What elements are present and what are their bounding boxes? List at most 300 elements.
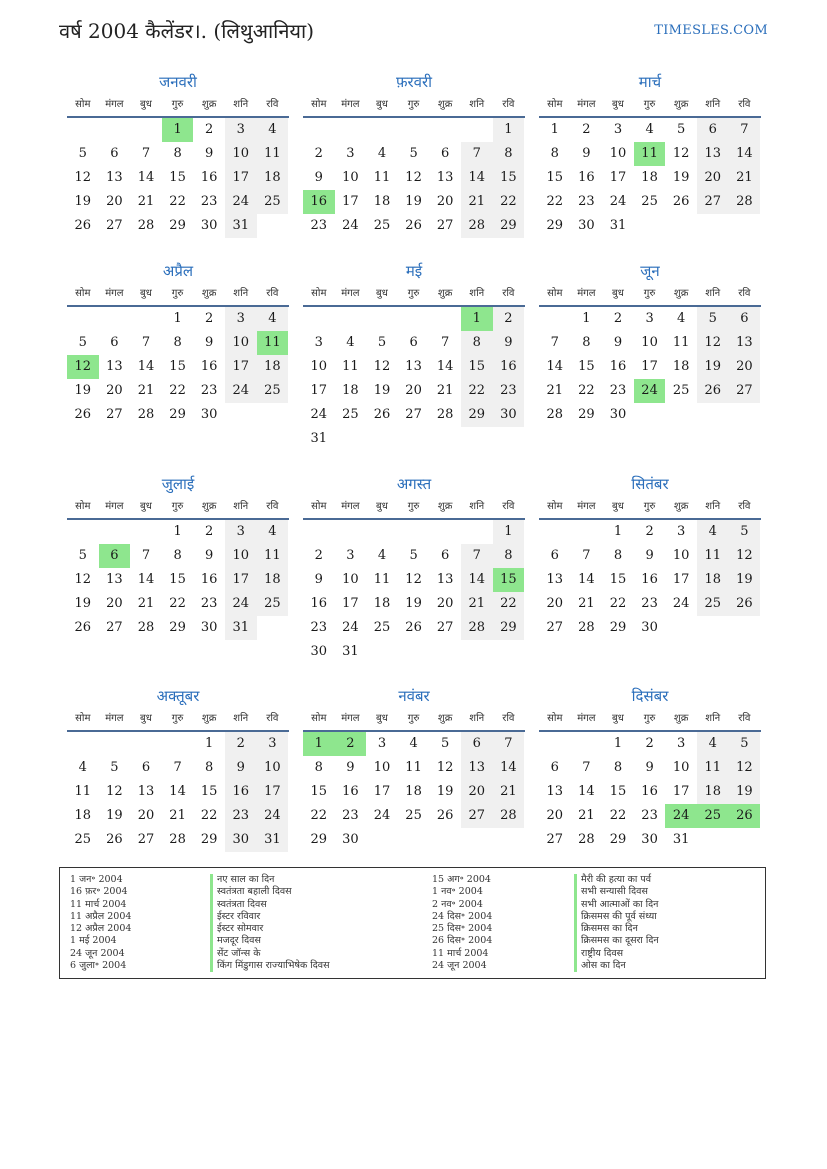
empty-cell	[539, 307, 571, 331]
day-cell: 12	[672, 146, 690, 161]
day-cell: 17	[641, 359, 658, 374]
weekday-label: शुक्र	[201, 713, 217, 724]
empty-cell	[99, 307, 131, 331]
weekday-header	[539, 708, 761, 732]
holiday-day-cell: 1	[461, 307, 493, 331]
day-cell: 3	[677, 524, 686, 539]
empty-cell	[130, 118, 162, 142]
holiday-name: सभी आत्माओं का दिन	[574, 899, 659, 911]
weekday-label: गुरु	[171, 99, 184, 110]
day-cell: 17	[373, 784, 391, 799]
weekday-label: सोम	[75, 99, 91, 110]
day-cell: 14	[578, 784, 595, 799]
weekday-label: गुरु	[407, 288, 420, 299]
day-cell: 20	[436, 596, 454, 611]
month-calendar	[67, 259, 289, 427]
day-cell: 21	[578, 808, 595, 823]
day-cell: 24	[225, 190, 257, 214]
weekday-label: मंगल	[105, 288, 124, 299]
empty-cell	[130, 307, 162, 331]
weekday-label: मंगल	[341, 501, 360, 512]
weekday-label: बुध	[140, 288, 152, 299]
day-cell: 5	[110, 760, 119, 775]
day-cell: 30	[200, 620, 218, 635]
holiday-day-cell: 6	[99, 544, 131, 568]
weekday-label: रवि	[738, 713, 751, 724]
day-cell: 27	[405, 407, 422, 422]
day-cell: 24	[342, 218, 359, 233]
holiday-date: 6 जुला॰ 2004	[70, 960, 127, 972]
day-cell: 23	[493, 379, 525, 403]
day-cell: 18	[342, 383, 359, 398]
weekday-label: रवि	[266, 713, 279, 724]
day-cell: 15	[310, 784, 328, 799]
day-cell: 26	[74, 218, 92, 233]
weekday-header	[67, 496, 289, 520]
empty-cell	[67, 520, 99, 544]
day-cell: 26	[405, 620, 422, 635]
day-cell: 31	[342, 644, 359, 659]
day-cell: 14	[137, 572, 155, 587]
weekday-label: रवि	[502, 713, 515, 724]
day-cell: 13	[405, 359, 422, 374]
day-cell: 11	[342, 359, 359, 374]
day-cell: 5	[441, 736, 450, 751]
day-cell: 27	[546, 832, 564, 847]
holiday-name: क्रिसमस का दूसरा दिन	[574, 935, 659, 947]
weekday-header	[67, 708, 289, 732]
day-cell: 21	[461, 592, 493, 616]
day-cell: 19	[405, 194, 422, 209]
day-cell: 30	[493, 403, 525, 427]
empty-cell	[366, 520, 398, 544]
weekday-label: शनि	[469, 501, 485, 512]
day-cell: 18	[697, 780, 729, 804]
holiday-day-cell: 11	[257, 331, 289, 355]
weekday-label: मंगल	[341, 99, 360, 110]
day-cell: 23	[200, 194, 218, 209]
weekday-label: गुरु	[171, 501, 184, 512]
day-cell: 3	[677, 736, 686, 751]
day-cell: 7	[441, 335, 450, 350]
empty-cell	[67, 307, 99, 331]
day-cell: 23	[342, 808, 359, 823]
day-cell: 3	[613, 122, 623, 137]
day-cell: 12	[373, 359, 391, 374]
day-cell: 7	[141, 335, 151, 350]
day-cell: 3	[225, 118, 257, 142]
day-cell: 4	[377, 548, 387, 563]
day-cell: 24	[257, 804, 289, 828]
day-cell: 11	[257, 544, 289, 568]
day-cell: 14	[729, 142, 761, 166]
weekday-label: शनि	[233, 501, 249, 512]
weekday-label: सोम	[547, 713, 563, 724]
day-grid	[539, 520, 761, 640]
day-cell: 9	[645, 760, 654, 775]
day-cell: 28	[461, 214, 493, 238]
day-cell: 22	[609, 596, 627, 611]
day-cell: 13	[546, 784, 564, 799]
holiday-day-cell: 1	[162, 118, 194, 142]
day-cell: 31	[225, 214, 257, 238]
day-cell: 19	[74, 383, 92, 398]
month-calendar	[539, 70, 761, 238]
day-cell: 15	[169, 572, 186, 587]
holiday-date: 24 जून 2004	[432, 960, 487, 972]
day-grid	[303, 732, 525, 852]
weekday-label: शुक्र	[673, 501, 689, 512]
day-cell: 28	[578, 620, 595, 635]
holiday-day-cell: 15	[493, 568, 525, 592]
day-cell: 20	[546, 808, 564, 823]
weekday-label: गुरु	[171, 713, 184, 724]
day-cell: 28	[461, 616, 493, 640]
day-cell: 12	[405, 572, 422, 587]
day-cell: 6	[461, 732, 493, 756]
weekday-label: शनि	[705, 99, 721, 110]
empty-cell	[539, 520, 571, 544]
weekday-label: मंगल	[105, 713, 124, 724]
holiday-day-cell: 25	[697, 804, 729, 828]
day-cell: 8	[173, 335, 182, 350]
day-cell: 21	[137, 383, 155, 398]
day-cell: 25	[342, 407, 359, 422]
weekday-label: सोम	[311, 99, 327, 110]
day-cell: 6	[729, 307, 761, 331]
weekday-label: शुक्र	[673, 288, 689, 299]
day-cell: 2	[582, 122, 591, 137]
day-cell: 25	[697, 592, 729, 616]
day-cell: 2	[205, 311, 214, 326]
weekday-label: शुक्र	[437, 501, 453, 512]
day-cell: 31	[257, 828, 289, 852]
day-cell: 4	[677, 311, 686, 326]
empty-cell	[335, 307, 367, 331]
day-cell: 2	[613, 311, 623, 326]
weekday-label: बुध	[376, 501, 388, 512]
day-grid	[67, 732, 289, 852]
day-cell: 29	[169, 218, 186, 233]
day-cell: 15	[546, 170, 564, 185]
day-cell: 20	[461, 780, 493, 804]
empty-cell	[398, 520, 430, 544]
day-cell: 28	[493, 804, 525, 828]
empty-cell	[67, 118, 99, 142]
empty-cell	[429, 520, 461, 544]
day-cell: 19	[729, 568, 761, 592]
holiday-dates-left	[70, 874, 131, 972]
day-cell: 20	[405, 383, 422, 398]
day-cell: 17	[257, 780, 289, 804]
weekday-header	[539, 496, 761, 520]
day-cell: 21	[137, 194, 155, 209]
day-cell: 22	[461, 379, 493, 403]
day-cell: 29	[493, 214, 525, 238]
holiday-name: राष्ट्रीय दिवस	[574, 948, 659, 960]
day-cell: 11	[257, 142, 289, 166]
weekday-label: बुध	[612, 288, 624, 299]
day-cell: 7	[141, 146, 151, 161]
weekday-label: गुरु	[643, 99, 656, 110]
day-cell: 18	[74, 808, 92, 823]
weekday-label: सोम	[547, 501, 563, 512]
day-cell: 29	[169, 620, 186, 635]
day-cell: 13	[106, 572, 123, 587]
site-link[interactable]: TIMESLES.COM	[654, 23, 768, 38]
weekday-label: शुक्र	[201, 288, 217, 299]
day-cell: 12	[405, 170, 422, 185]
empty-cell	[571, 732, 603, 756]
day-cell: 10	[672, 548, 690, 563]
day-cell: 20	[106, 383, 123, 398]
empty-cell	[539, 732, 571, 756]
day-cell: 3	[346, 548, 355, 563]
day-cell: 19	[106, 808, 123, 823]
day-cell: 7	[550, 335, 559, 350]
day-cell: 26	[672, 194, 690, 209]
weekday-header	[539, 283, 761, 307]
month-name: सितंबर	[631, 475, 669, 493]
day-cell: 21	[137, 596, 155, 611]
day-cell: 9	[225, 756, 257, 780]
weekday-label: रवि	[266, 501, 279, 512]
day-cell: 27	[436, 620, 454, 635]
weekday-label: बुध	[140, 99, 152, 110]
day-cell: 10	[225, 544, 257, 568]
weekday-header	[303, 283, 525, 307]
weekday-label: बुध	[376, 288, 388, 299]
holiday-name: नए साल का दिन	[210, 874, 330, 886]
day-cell: 10	[310, 359, 328, 374]
day-cell: 24	[310, 407, 328, 422]
day-cell: 27	[436, 218, 454, 233]
day-cell: 15	[578, 359, 595, 374]
day-cell: 28	[137, 218, 155, 233]
day-cell: 17	[672, 784, 690, 799]
day-cell: 17	[609, 170, 627, 185]
day-cell: 10	[225, 331, 257, 355]
day-cell: 18	[257, 355, 289, 379]
day-cell: 15	[169, 170, 186, 185]
day-cell: 4	[645, 122, 654, 137]
day-cell: 26	[74, 407, 92, 422]
empty-cell	[303, 307, 335, 331]
weekday-label: शनि	[705, 288, 721, 299]
empty-cell	[461, 118, 493, 142]
day-cell: 22	[546, 194, 564, 209]
day-cell: 17	[225, 355, 257, 379]
day-cell: 28	[546, 407, 564, 422]
day-cell: 1	[205, 736, 214, 751]
holiday-name: क्रिसमस की पूर्व संध्या	[574, 911, 659, 923]
holiday-date: 11 मार्च 2004	[432, 947, 489, 959]
weekday-label: शनि	[233, 713, 249, 724]
month-name: जनवरी	[159, 73, 197, 91]
day-cell: 11	[405, 760, 422, 775]
weekday-label: सोम	[311, 713, 327, 724]
day-cell: 12	[74, 170, 92, 185]
day-cell: 15	[461, 355, 493, 379]
weekday-header	[303, 496, 525, 520]
day-cell: 13	[137, 784, 155, 799]
day-cell: 7	[493, 732, 525, 756]
empty-cell	[130, 732, 162, 756]
day-cell: 17	[225, 166, 257, 190]
day-cell: 7	[582, 760, 591, 775]
weekday-label: बुध	[376, 713, 388, 724]
empty-cell	[130, 520, 162, 544]
day-cell: 2	[225, 732, 257, 756]
empty-cell	[461, 520, 493, 544]
empty-cell	[303, 520, 335, 544]
day-cell: 2	[205, 122, 214, 137]
day-cell: 5	[78, 146, 87, 161]
holiday-day-cell: 16	[303, 190, 335, 214]
day-cell: 13	[106, 359, 123, 374]
day-cell: 15	[200, 784, 218, 799]
empty-cell	[429, 307, 461, 331]
weekday-label: सोम	[547, 99, 563, 110]
day-cell: 9	[205, 335, 214, 350]
day-cell: 11	[74, 784, 92, 799]
holiday-date: 25 दिस॰ 2004	[432, 923, 493, 935]
holiday-name: सभी सन्यासी दिवस	[574, 886, 659, 898]
day-cell: 1	[550, 122, 559, 137]
weekday-label: शुक्र	[673, 99, 689, 110]
day-cell: 19	[405, 596, 422, 611]
day-cell: 29	[169, 407, 186, 422]
day-cell: 1	[613, 524, 623, 539]
day-cell: 1	[493, 118, 525, 142]
day-cell: 11	[373, 572, 391, 587]
day-cell: 2	[314, 146, 323, 161]
day-cell: 5	[409, 146, 418, 161]
empty-cell	[99, 520, 131, 544]
day-cell: 8	[173, 146, 182, 161]
weekday-label: रवि	[266, 288, 279, 299]
day-grid	[539, 732, 761, 852]
holiday-name: मजदूर दिवस	[210, 935, 330, 947]
day-cell: 25	[373, 620, 391, 635]
day-cell: 7	[729, 118, 761, 142]
day-cell: 8	[582, 335, 591, 350]
day-cell: 15	[609, 572, 627, 587]
day-cell: 30	[200, 407, 218, 422]
day-cell: 14	[137, 170, 155, 185]
day-cell: 31	[225, 616, 257, 640]
weekday-label: सोम	[75, 288, 91, 299]
day-cell: 14	[169, 784, 186, 799]
holiday-name: मैरी की हत्या का पर्व	[574, 874, 659, 886]
day-cell: 14	[578, 572, 595, 587]
day-cell: 29	[461, 403, 493, 427]
holiday-date: 15 अग॰ 2004	[432, 874, 491, 885]
weekday-label: सोम	[75, 501, 91, 512]
day-cell: 9	[205, 548, 214, 563]
day-cell: 4	[377, 146, 387, 161]
weekday-label: शनि	[469, 713, 485, 724]
month-name: फ़रवरी	[395, 73, 433, 91]
day-cell: 1	[582, 311, 591, 326]
day-cell: 28	[578, 832, 595, 847]
day-cell: 6	[441, 548, 450, 563]
day-cell: 4	[257, 307, 289, 331]
weekday-label: शुक्र	[437, 288, 453, 299]
month-calendar	[539, 259, 761, 427]
day-cell: 1	[493, 520, 525, 544]
day-cell: 15	[169, 359, 186, 374]
day-cell: 17	[672, 572, 690, 587]
day-cell: 20	[106, 596, 123, 611]
day-cell: 18	[257, 166, 289, 190]
day-cell: 3	[645, 311, 654, 326]
day-cell: 23	[310, 218, 328, 233]
day-cell: 24	[373, 808, 391, 823]
weekday-label: मंगल	[577, 99, 596, 110]
day-cell: 6	[550, 760, 559, 775]
weekday-label: मंगल	[341, 288, 360, 299]
holiday-date: 1 नव॰ 2004	[432, 886, 483, 898]
day-cell: 23	[578, 194, 595, 209]
day-cell: 2	[645, 736, 654, 751]
day-cell: 14	[461, 166, 493, 190]
day-cell: 18	[257, 568, 289, 592]
day-cell: 4	[346, 335, 355, 350]
day-cell: 19	[697, 355, 729, 379]
day-cell: 23	[641, 596, 658, 611]
weekday-label: शनि	[233, 99, 249, 110]
month-name: नवंबर	[398, 687, 430, 705]
day-cell: 9	[613, 335, 623, 350]
weekday-label: गुरु	[407, 713, 420, 724]
weekday-label: शुक्र	[201, 501, 217, 512]
holiday-date: 24 जून 2004	[70, 947, 125, 959]
weekday-header	[539, 94, 761, 118]
day-cell: 25	[672, 383, 690, 398]
day-cell: 25	[74, 832, 92, 847]
day-grid	[303, 520, 525, 664]
day-cell: 1	[613, 736, 623, 751]
day-cell: 22	[493, 592, 525, 616]
day-cell: 21	[546, 383, 564, 398]
day-cell: 30	[342, 832, 359, 847]
day-cell: 30	[225, 828, 257, 852]
day-cell: 1	[173, 524, 182, 539]
weekday-label: रवि	[502, 288, 515, 299]
day-cell: 9	[314, 572, 323, 587]
holiday-name: सेंट जॉन्स के	[210, 948, 330, 960]
day-cell: 28	[729, 190, 761, 214]
day-cell: 31	[310, 431, 328, 446]
day-cell: 16	[200, 359, 218, 374]
day-cell: 22	[493, 190, 525, 214]
weekday-label: सोम	[311, 288, 327, 299]
day-cell: 20	[697, 166, 729, 190]
day-cell: 13	[546, 572, 564, 587]
month-name: मार्च	[638, 73, 662, 91]
day-cell: 8	[550, 146, 559, 161]
month-calendar	[539, 472, 761, 640]
day-cell: 13	[436, 170, 454, 185]
weekday-label: रवि	[738, 99, 751, 110]
day-cell: 16	[225, 780, 257, 804]
day-cell: 5	[78, 548, 87, 563]
day-cell: 16	[200, 170, 218, 185]
page-title: वर्ष 2004 कैलेंडर।. (लिथुआनिया)	[59, 19, 315, 43]
day-grid	[67, 307, 289, 427]
day-cell: 6	[110, 146, 119, 161]
